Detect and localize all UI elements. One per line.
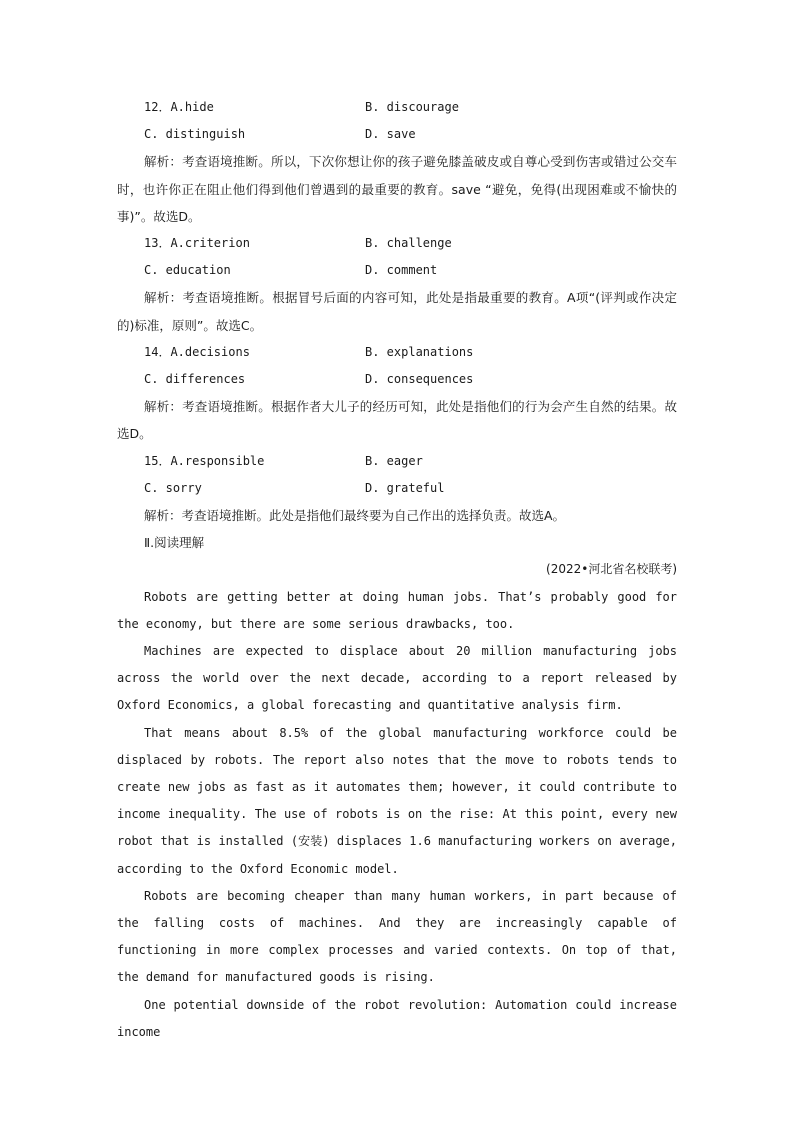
passage-paragraph: Robots are getting better at doing human jobs. That’s probably good for the economy, but there are some serious drawbacks, too. xyxy=(117,589,677,631)
option-c: C. distinguish xyxy=(144,127,246,142)
option-row xyxy=(117,121,677,148)
source-label: (2022•河北省名校联考) xyxy=(546,562,677,577)
option-a: 12．A.hide xyxy=(144,100,214,114)
passage-paragraph: Machines are expected to displace about 20 million manufacturing jobs across the world over the next decade, according to a report released by Oxford Economics, a global forecasting and quantitative analysis firm. xyxy=(117,643,677,713)
option-b: B. discourage xyxy=(365,100,459,114)
option-c: C. sorry xyxy=(144,480,202,495)
option-d: D. save xyxy=(365,127,416,142)
option-a: 13．A.criterion xyxy=(144,235,250,250)
option-b: B. explanations xyxy=(365,344,474,359)
page-content xyxy=(117,94,677,1046)
passage-paragraph: Robots are becoming cheaper than many human workers, in part because of the falling costs of machines. And they are increasingly capable of functioning in more complex processes and varied contexts. On top of that, the demand for manufactured goods is rising. xyxy=(117,888,677,985)
section-title: Ⅱ.阅读理解 xyxy=(144,535,205,551)
passage-paragraph: One potential downside of the robot revolution: Automation could increase income xyxy=(117,997,677,1039)
option-row xyxy=(117,94,677,121)
analysis-text: 解析：考查语境推断。此处是指他们最终要为自己作出的选择负责。故选A。 xyxy=(144,507,566,523)
analysis-text: 解析：考查语境推断。所以，下次你想让你的孩子避免膝盖破皮或自尊心受到伤害或错过公交车时，也许你正在阻止他们得到他们曾遇到的最重要的教育。save “避免，免得(出现困难或不愉快的事)”。故选D。 xyxy=(117,154,677,224)
option-d: D. comment xyxy=(365,263,438,278)
option-c: C. differences xyxy=(144,371,246,386)
question-12 xyxy=(117,94,677,230)
analysis-text: 解析：考查语境推断。根据作者大儿子的经历可知，此处是指他们的行为会产生自然的结果。故选D。 xyxy=(117,399,677,442)
option-row xyxy=(117,257,677,284)
question-15 xyxy=(117,448,677,530)
option-a: 15．A.responsible xyxy=(144,453,265,468)
option-row xyxy=(117,339,677,366)
question-13 xyxy=(117,230,677,339)
option-row xyxy=(117,366,677,393)
passage-paragraph: That means about 8.5% of the global manufacturing workforce could be displaced by robots. The report also notes that the move to robots tends to create new jobs as fast as it automates them; however, it could contribute to income inequality. The use of robots is on the rise: At this point, every new robot that is installed (安装) displaces 1.6 manufacturing workers on average, according to the Oxford Economic model. xyxy=(117,725,677,876)
option-row xyxy=(117,448,677,475)
option-b: B. challenge xyxy=(365,235,452,250)
option-b: B. eager xyxy=(365,453,423,468)
option-d: D. grateful xyxy=(365,480,445,495)
option-row xyxy=(117,230,677,257)
option-row xyxy=(117,475,677,502)
question-14 xyxy=(117,339,677,448)
option-d: D. consequences xyxy=(365,371,474,386)
option-c: C. education xyxy=(144,263,231,278)
analysis-text: 解析：考查语境推断。根据冒号后面的内容可知，此处是指最重要的教育。A项“(评判或作决定的)标准，原则”。故选C。 xyxy=(117,290,677,333)
option-a: 14．A.decisions xyxy=(144,344,250,359)
